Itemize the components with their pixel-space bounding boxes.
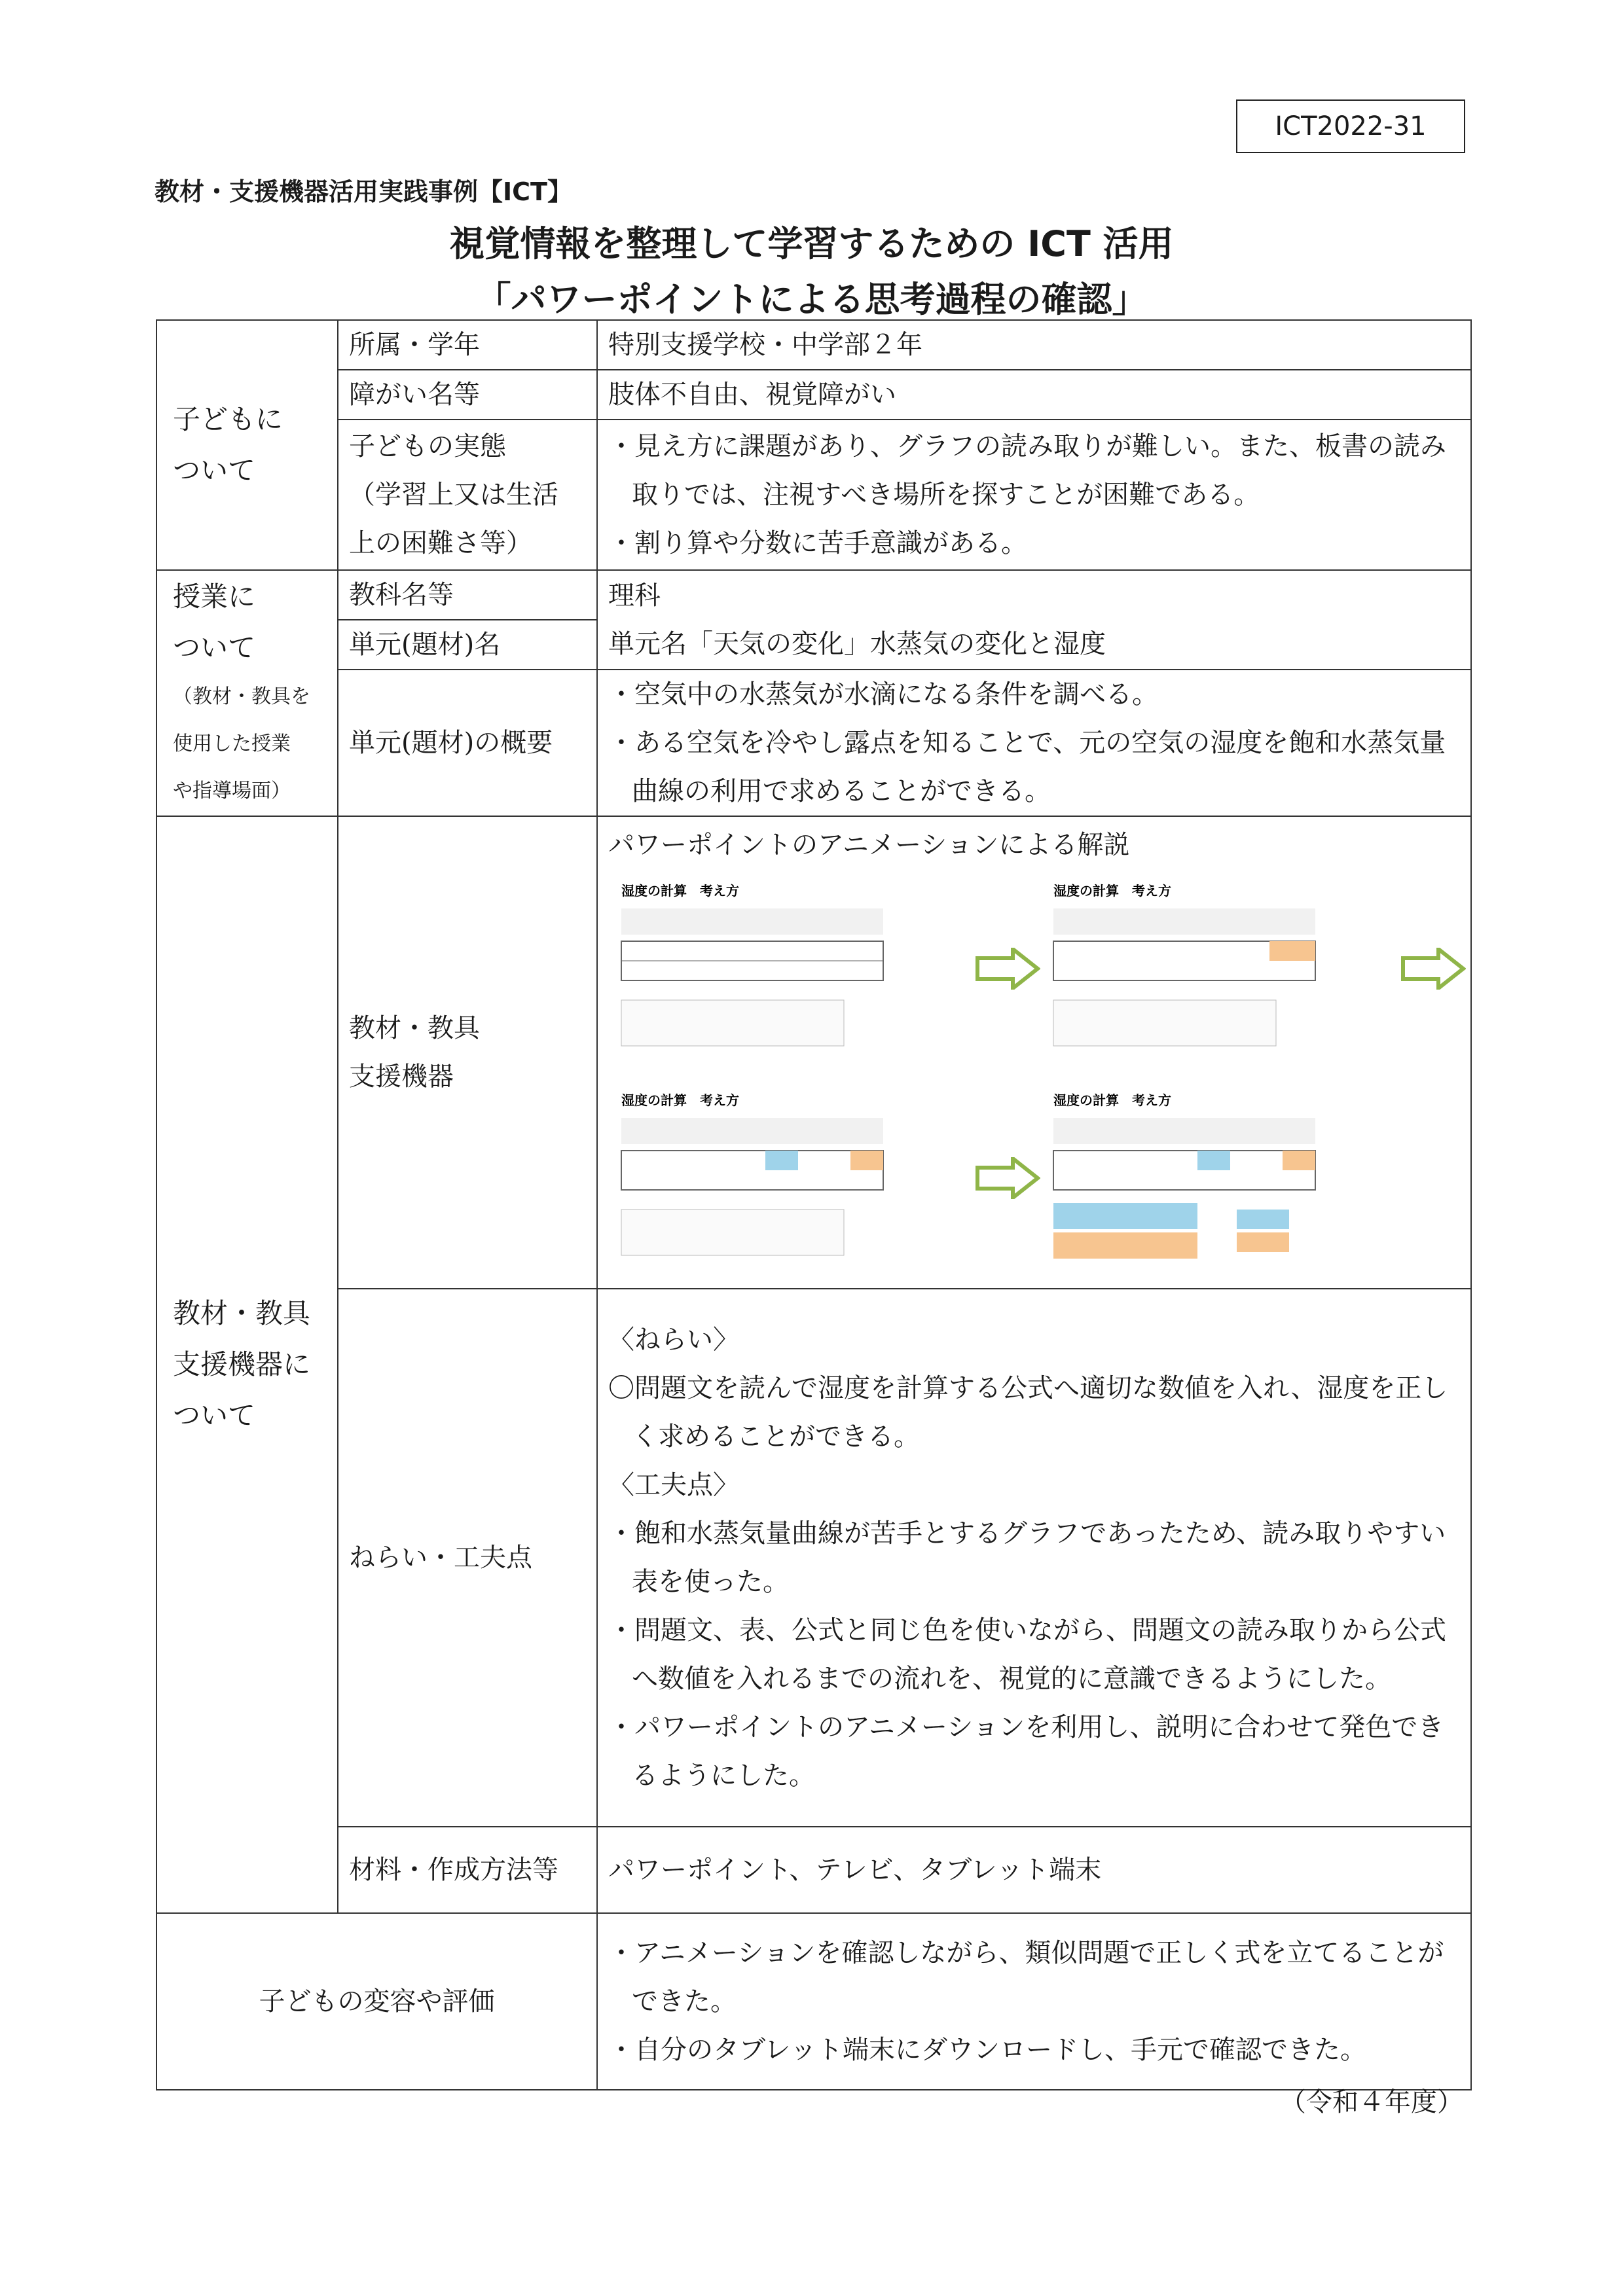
arrow-right-icon xyxy=(975,948,1040,990)
page-title: 視覚情報を整理して学習するための ICT 活用 xyxy=(449,223,1174,264)
tools-caption: パワーポイントのアニメーションによる解説 xyxy=(608,830,1130,860)
slide-thumbnail xyxy=(608,1085,1001,1275)
aim-label: ねらい・工夫点 xyxy=(338,1289,597,1827)
list-item: ・問題文、表、公式と同じ色を使いながら、問題文の読み取りから公式へ数値を入れるまでの流れを、視覚的に意識できるようにした。 xyxy=(608,1615,1446,1694)
list-item: ・自分のタブレット端末にダウンロードし、手元で確認できた。 xyxy=(608,2035,1366,2065)
svg-text:湿度の計算 考え方: 湿度の計算 考え方 xyxy=(621,883,739,899)
category-label: 教材・支援機器活用実践事例【ICT】 xyxy=(155,177,572,206)
tools-label: 教材・教具 支援機器 xyxy=(338,816,597,1289)
list-item: ・空気中の水蒸気が水滴になる条件を調べる。 xyxy=(608,679,1158,709)
list-item: ・飽和水蒸気量曲線が苦手とするグラフであったため、読み取りやすい表を使った。 xyxy=(608,1518,1446,1597)
list-item: ・パワーポイントのアニメーションを利用し、説明に合わせて発色できるようにした。 xyxy=(608,1712,1444,1791)
list-item: ・見え方に課題があり、グラフの読み取りが難しい。また、板書の読み取りでは、注視すべき場所を探すことが困難である。 xyxy=(608,431,1446,510)
method-label: 材料・作成方法等 xyxy=(338,1827,597,1913)
state-value xyxy=(597,420,1471,570)
svg-text:湿度の計算 考え方: 湿度の計算 考え方 xyxy=(621,1092,739,1108)
subject-unit-value: 理科 単元名「天気の変化」水蒸気の変化と湿度 xyxy=(597,570,1471,670)
lesson-section-heading: 授業に ついて （教材・教具を 使用した授業 や指導場面） xyxy=(156,570,338,816)
svg-text:湿度の計算 考え方: 湿度の計算 考え方 xyxy=(1053,883,1171,899)
summary-label: 単元(題材)の概要 xyxy=(338,670,597,816)
state-label: 子どもの実態 （学習上又は生活 上の困難さ等） xyxy=(338,420,597,570)
subject-label: 教科名等 xyxy=(338,570,597,620)
material-section-heading: 教材・教具 支援機器に ついて xyxy=(156,816,338,1913)
page-subtitle: 「パワーポイントによる思考過程の確認」 xyxy=(475,279,1148,320)
aim-heading: 〈ねらい〉 xyxy=(608,1325,739,1355)
list-item: ・アニメーションを確認しながら、類似問題で正しく式を立てることができた。 xyxy=(608,1938,1444,2017)
document-code: ICT2022-31 xyxy=(1236,99,1465,153)
slide-thumbnails xyxy=(608,869,1460,1288)
method-value: パワーポイント、テレビ、タブレット端末 xyxy=(597,1827,1471,1913)
slide-thumbnail xyxy=(608,876,1001,1066)
disability-value: 肢体不自由、視覚障がい xyxy=(597,370,1471,420)
list-item: ・ある空気を冷やし露点を知ることで、元の空気の湿度を飽和水蒸気量曲線の利用で求めることができる。 xyxy=(608,728,1446,806)
affiliation-value: 特別支援学校・中学部２年 xyxy=(597,320,1471,370)
affiliation-label: 所属・学年 xyxy=(338,320,597,370)
tools-value xyxy=(597,816,1471,1289)
evaluation-label: 子どもの変容や評価 xyxy=(156,1913,597,2090)
slide-thumbnail xyxy=(1040,876,1433,1066)
arrow-right-icon xyxy=(1400,948,1466,990)
case-table xyxy=(156,319,1472,2090)
aim-text: 〇問題文を読んで湿度を計算する公式へ適切な数値を入れ、湿度を正しく求めることができる。 xyxy=(608,1373,1448,1452)
disability-label: 障がい名等 xyxy=(338,370,597,420)
svg-text:湿度の計算 考え方: 湿度の計算 考え方 xyxy=(1053,1092,1171,1108)
unit-label: 単元(題材)名 xyxy=(338,620,597,670)
slide-thumbnail xyxy=(1040,1085,1433,1275)
child-section-heading: 子どもに ついて xyxy=(156,320,338,570)
footer-year: （令和４年度） xyxy=(1280,2087,1463,2117)
summary-value xyxy=(597,670,1471,816)
aim-value xyxy=(597,1289,1471,1827)
evaluation-value xyxy=(597,1913,1471,2090)
tips-heading: 〈工夫点〉 xyxy=(608,1470,739,1500)
arrow-right-icon xyxy=(975,1157,1040,1199)
list-item: ・割り算や分数に苦手意識がある。 xyxy=(608,528,1027,558)
